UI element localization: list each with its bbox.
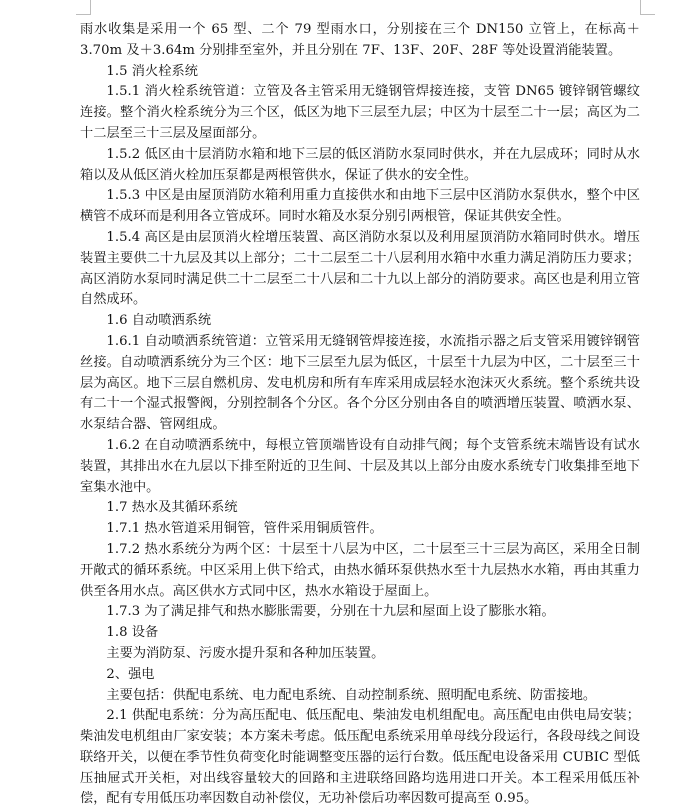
paragraph-1-6-2: 1.6.2 在自动喷洒系统中，每根立管顶端皆设有自动排气阀；每个支管系统末端皆设有试水装置，其排出水在九层以下排至附近的卫生间、十层及其以上部分由废水系统专门收集排至地下室集水池中。: [80, 437, 640, 495]
page-corner-mark-right: [640, 0, 655, 15]
paragraph-1-5-4: 1.5.4 高区是由层顶消火栓增压装置、高区消防水泵以及利用屋顶消防水箱同时供水。增压装置主要供二十九层及其以上部分；二十二层至二十八层利用水箱中水重力满足消防压力要求；高区消防水泵同时满足供二十二层至二十八层和二十九以上部分的消防要求。高区也是利用立管自然成环。: [80, 229, 640, 308]
paragraph-rainwater: 雨水收集是采用一个 65 型、二个 79 型雨水口，分别接在三个 DN150 立管上，在标高＋3.70m 及＋3.64m 分别排至室外，并且分别在 7F、13F、20F、28F 等处设置消能装置。: [80, 22, 640, 58]
paragraph-2: 主要包括：供配电系统、电力配电系统、自动控制系统、照明配电系统、防雷接地。: [106, 687, 597, 703]
heading-1-7: 1.7 热水及其循环系统: [106, 500, 238, 516]
paragraph-1-7-2: 1.7.2 热水系统分为两个区：十层至十八层为中区，二十层至三十三层为高区，采用全日制开敞式的循环系统。中区采用上供下给式，由热水循环泵供热水至十九层热水水箱，再由其重力供至各用水点。高区供水方式同中区，热水水箱设于屋面上。: [80, 541, 640, 599]
paragraph-1-5-2: 1.5.2 低区由十层消防水箱和地下三层的低区消防水泵同时供水，并在九层成环；同时从水箱以及从低区消火栓加压泵都是两根管供水，保证了供水的安全性。: [80, 146, 640, 183]
page-corner-mark-left: [76, 0, 91, 15]
heading-1-6: 1.6 自动喷洒系统: [106, 313, 212, 329]
paragraph-1-8: 主要为消防泵、污废水提升泵和各种加压装置。: [106, 645, 385, 661]
heading-2: 2、强电: [106, 666, 155, 682]
heading-1-8: 1.8 设备: [106, 625, 159, 641]
paragraph-1-7-1: 1.7.1 热水管道采用铜管，管件采用铜质管件。: [106, 521, 383, 537]
paragraph-1-5-1: 1.5.1 消火栓系统管道：立管及各主管采用无缝钢管焊接连接，支管 DN65 镀锌钢管螺纹连接。整个消火栓系统分为三个区，低区为地下三层至九层；中区为十层至二十一层；高区为二十二层至三十三层及屋面部分。: [80, 84, 640, 141]
paragraph-1-6-1: 1.6.1 自动喷洒系统管道：立管采用无缝钢管焊接连接，水流指示器之后支管采用镀锌钢管丝接。自动喷洒系统分为三个区：地下三层至九层为低区，十层至十九层为中区，二十层至三十层为高区。地下三层自燃机房、发电机房和所有车库采用成层轻水泡沫灭火系统。整个系统共设有二十一个湿式报警阀，分别控制各个分区。各个分区分别由各自的喷洒增压装置、喷洒水泵、水泵结合器、管网组成。: [80, 333, 640, 433]
heading-1-5: 1.5 消火栓系统: [106, 63, 198, 79]
paragraph-2-1: 2.1 供配电系统：分为高压配电、低压配电、柴油发电机组配电。高压配电由供电局安装；柴油发电机组由厂家安装；本方案未考虑。低压配电系统采用单母线分段运行，各段母线之间设联络开关，以便在季节性负荷变化时能调整变压器的运行台数。低压配电设备采用 CUBIC 型低压抽屉式开关柜，对出线容量较大的回路和主进联络回路均选用进口开关。本工程采用低压补偿，配有专用低压功率因数自动补偿仪，无功补偿后功率因数可提高至 0.95。: [80, 708, 640, 807]
paragraph-1-5-3: 1.5.3 中区是由屋顶消防水箱利用重力直接供水和由地下三层中区消防水泵供水，整个中区横管不成环而是利用各立管成环。同时水箱及水泵分别引两根管，保证其供安全性。: [80, 188, 640, 225]
document-body: [80, 20, 640, 810]
paragraph-1-7-3: 1.7.3 为了满足排气和热水膨胀需要，分别在十九层和屋面上设了膨胀水箱。: [106, 604, 555, 620]
